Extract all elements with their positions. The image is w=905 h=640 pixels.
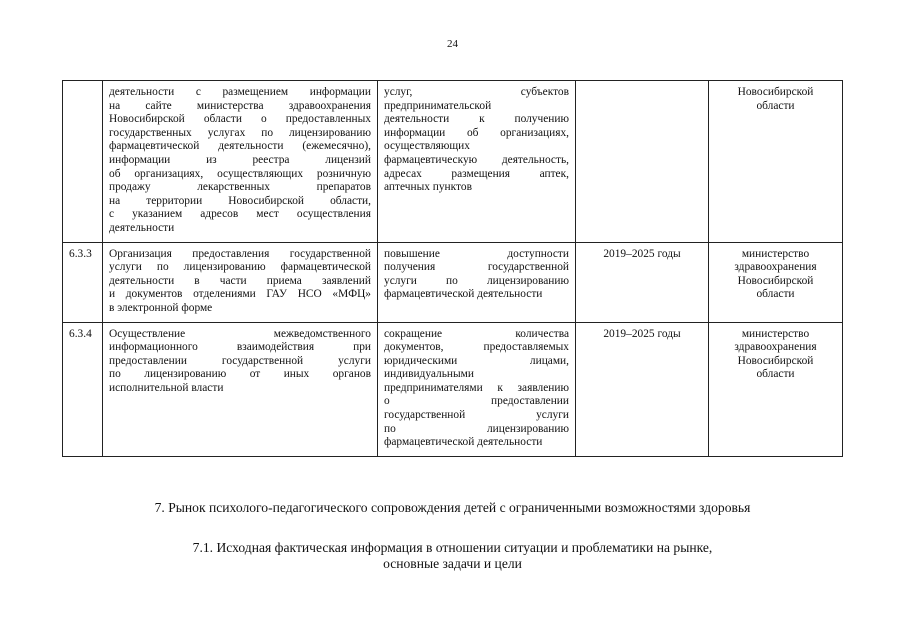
cell-line: по лицензированию от иных органов <box>109 368 371 381</box>
expected-result-cell <box>378 242 576 322</box>
row-number-cell <box>63 81 103 243</box>
cell-line: информации об организациях, <box>384 126 569 139</box>
cell-line: адресах размещения аптек, <box>384 167 569 180</box>
cell-line: услуги по лицензированию <box>384 274 569 287</box>
term-cell: 2019–2025 годы <box>576 242 709 322</box>
cell-line: повышение доступности <box>384 247 569 260</box>
cell-line: деятельности к получению <box>384 113 569 126</box>
section-7-1-line-2: основные задачи и цели <box>383 556 522 571</box>
cell-line: аптечных пунктов <box>384 181 472 194</box>
table-row <box>63 242 843 322</box>
cell-line: осуществляющих <box>384 140 470 153</box>
cell-line: услуги по лицензированию фармацевтической <box>109 261 371 274</box>
cell-line: фармацевтической деятельности <box>384 288 543 301</box>
cell-line: на сайте министерства здравоохранения <box>109 99 371 112</box>
cell-line: юридическими лицами, <box>384 354 569 367</box>
cell-line: министерство <box>741 327 810 340</box>
cell-line: Новосибирской области о предоставленных <box>109 113 371 126</box>
expected-result-cell <box>378 81 576 243</box>
cell-line: фармацевтической деятельности (ежемесячно), <box>109 140 371 153</box>
cell-line: сокращение количества <box>384 327 569 340</box>
cell-line: информационного взаимодействия при <box>109 341 371 354</box>
page-number: 24 <box>447 38 458 50</box>
cell-line: предпринимательской <box>384 99 492 112</box>
cell-line: деятельности <box>109 221 175 234</box>
cell-line: Осуществление межведомственного <box>109 327 371 340</box>
row-number-cell: 6.3.3 <box>63 242 103 322</box>
cell-line: деятельности в части приема заявлений <box>109 274 371 287</box>
cell-line: об организациях, осуществляющих розничную <box>109 167 371 180</box>
cell-line: Организация предоставления государственной <box>109 247 371 260</box>
cell-line: с указанием адресов мест осуществления <box>109 208 371 221</box>
section-7-1-line-1: 7.1. Исходная фактическая информация в отношении ситуации и проблематики на рынке, <box>192 540 713 555</box>
responsible-cell <box>709 242 843 322</box>
section-7-heading: 7. Рынок психолого-педагогического сопровождения детей с ограниченными возможностями здоровья <box>154 500 751 515</box>
responsible-cell <box>709 322 843 456</box>
measure-description-cell <box>103 242 378 322</box>
term-cell <box>576 81 709 243</box>
expected-result-cell <box>378 322 576 456</box>
section-7-1-heading <box>0 540 905 572</box>
cell-line: и документов отделениями ГАУ НСО «МФЦ» <box>109 288 371 301</box>
cell-line: по лицензированию <box>384 422 569 435</box>
cell-line: Новосибирской <box>737 354 814 367</box>
cell-line: области <box>756 368 795 381</box>
cell-line: услуг, субъектов <box>384 86 569 98</box>
cell-line: здравоохранения <box>734 261 817 274</box>
cell-line: исполнительной власти <box>109 381 224 394</box>
cell-line: в электронной форме <box>109 301 213 314</box>
cell-line: получения государственной <box>384 261 569 274</box>
cell-line: Новосибирской <box>737 274 814 287</box>
cell-line: государственных услугах по лицензированию <box>109 126 371 139</box>
cell-line: предпринимателями к заявлению <box>384 381 569 394</box>
cell-line: области <box>756 99 795 112</box>
cell-line: информации из реестра лицензий <box>109 153 371 166</box>
cell-line: министерство <box>741 247 810 260</box>
cell-line: фармацевтической деятельности <box>384 436 543 449</box>
table-row <box>63 81 843 243</box>
cell-line: Новосибирской <box>737 86 814 98</box>
cell-line: индивидуальными <box>384 368 474 381</box>
cell-line: продажу лекарственных препаратов <box>109 181 371 194</box>
cell-line: фармацевтическую деятельность, <box>384 153 569 166</box>
cell-line: здравоохранения <box>734 341 817 354</box>
cell-line: области <box>756 288 795 301</box>
measures-table <box>62 80 843 457</box>
row-number-cell: 6.3.4 <box>63 322 103 456</box>
cell-line: деятельности с размещением информации <box>109 86 371 98</box>
measure-description-cell <box>103 322 378 456</box>
cell-line: на территории Новосибирской области, <box>109 194 371 207</box>
cell-line: о предоставлении <box>384 395 569 408</box>
measure-description-cell <box>103 81 378 243</box>
cell-line: предоставлении государственной услуги <box>109 354 371 367</box>
cell-line: государственной услуги <box>384 409 569 422</box>
table-row <box>63 322 843 456</box>
cell-line: документов, предоставляемых <box>384 341 569 354</box>
measures-table-body <box>63 81 843 457</box>
term-cell: 2019–2025 годы <box>576 322 709 456</box>
responsible-cell <box>709 81 843 243</box>
